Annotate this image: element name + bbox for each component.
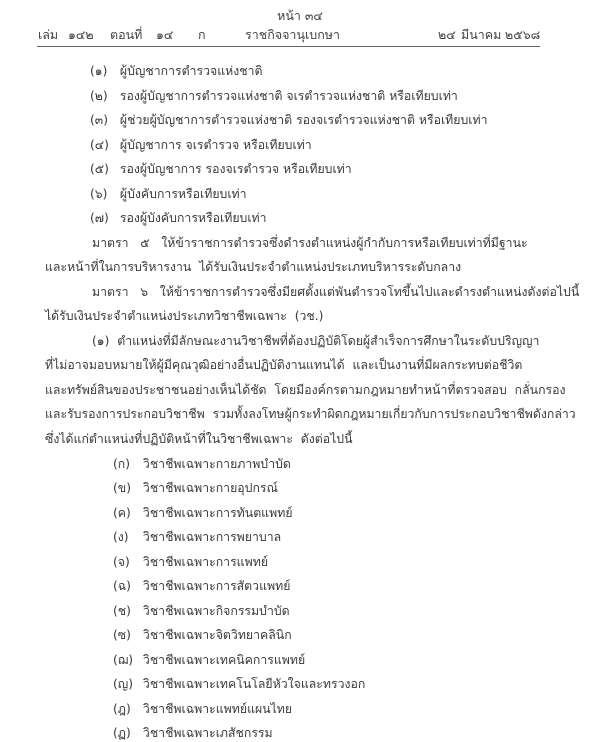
page-number: หน้า ๓๔: [277, 8, 323, 23]
publication-name: ราชกิจจานุเบกษา: [245, 27, 341, 42]
list-marker: (จ): [113, 555, 130, 569]
issue-number: ๑๔: [156, 27, 174, 42]
list-marker: (๕): [90, 162, 109, 176]
issue-label: ตอนที่: [110, 27, 143, 42]
list-item: [90, 185, 247, 203]
list-text: วิชาชีพเฉพาะเทคโนโลยีหัวใจและทรวงอก: [142, 677, 366, 691]
list-marker: (ฎ): [113, 702, 131, 716]
list-text: ผู้บัญชาการตำรวจแห่งชาติ: [119, 64, 263, 78]
list-text: ผู้บังคับการหรือเทียบเท่า: [119, 187, 247, 201]
volume-number: ๑๔๒: [68, 27, 94, 42]
header-divider: [37, 46, 540, 47]
list-marker: (๖): [90, 187, 108, 201]
list-text: วิชาชีพเฉพาะเภสัชกรรม: [142, 726, 273, 740]
list-item: [113, 553, 268, 571]
list-text: รองผู้บังคับการหรือเทียบเท่า: [119, 211, 267, 225]
item-1-line-5: ซึ่งได้แก่ตำแหน่งที่ปฏิบัติหน้าที่ในวิชาชีพเฉพาะ ดังต่อไปนี้: [45, 432, 353, 446]
section-6-line-1: มาตรา ๖ ให้ข้าราชการตำรวจซึ่งมียศตั้งแต่พันตำรวจโทขึ้นไปและดำรงตำแหน่งดังต่อไปนี้: [92, 285, 580, 299]
item-1-line-3: และทรัพย์สินของประชาชนอย่างเห็นได้ชัด โดยมีองค์กรตามกฎหมายทำหน้าที่ตรวจสอบ กลั่นกรอง: [45, 383, 566, 397]
list-item: [113, 626, 292, 644]
list-marker: (ญ): [113, 677, 134, 691]
list-item: [113, 577, 290, 595]
list-item: [90, 136, 312, 154]
section-5-line-1: มาตรา ๕ ให้ข้าราชการตำรวจซึ่งดำรงตำแหน่งผู้กำกับการหรือเทียบเท่าที่มีฐานะ: [92, 236, 528, 250]
list-marker: (๔): [90, 138, 109, 152]
gazette-header: [38, 25, 540, 43]
list-text: วิชาชีพเฉพาะจิตวิทยาคลินิก: [142, 628, 292, 642]
item-1-line-2: ที่ไม่อาจมอบหมายให้ผู้มีคุณวุฒิอย่างอื่นปฏิบัติงานแทนได้ และเป็นงานที่มีผลกระทบต่อชีวิต: [45, 358, 523, 372]
list-marker: (ฏ): [113, 726, 131, 740]
list-marker: (ซ): [113, 628, 131, 642]
section-5-line-2: และหน้าที่ในการบริหารงาน ได้รับเงินประจำตำแหน่งประเภทบริหารระดับกลาง: [45, 260, 462, 274]
list-item: [113, 528, 281, 546]
list-text: วิชาชีพเฉพาะกายภาพบำบัด: [142, 457, 291, 471]
list-marker: (ฌ): [113, 653, 134, 667]
list-marker: (ฉ): [113, 579, 131, 593]
list-item: [113, 479, 278, 497]
date-day: ๒๔: [438, 27, 456, 42]
list-marker: (ช): [113, 604, 131, 618]
list-text: ผู้บัญชาการ จเรตำรวจ หรือเทียบเท่า: [119, 138, 312, 152]
list-marker: (๑): [90, 64, 108, 78]
section-6-line-2: ได้รับเงินประจำตำแหน่งประเภทวิชาชีพเฉพาะ (วช.): [45, 309, 324, 323]
list-item: [90, 209, 267, 227]
list-marker: (ข): [113, 481, 132, 495]
item-1-line-1: (๑) ตำแหน่งที่มีลักษณะงานวิชาชีพที่ต้องปฏิบัติโดยผู้สำเร็จการศึกษาในระดับปริญญา: [92, 334, 540, 348]
list-text: ผู้ช่วยผู้บัญชาการตำรวจแห่งชาติ รองจเรตำรวจแห่งชาติ หรือเทียบเท่า: [119, 113, 488, 127]
list-text: วิชาชีพเฉพาะแพทย์แผนไทย: [142, 702, 293, 716]
list-item: [90, 62, 263, 80]
list-marker: (๗): [90, 211, 109, 225]
list-item: [113, 675, 365, 693]
date-year: ๒๕๖๘: [505, 27, 541, 42]
list-item: [90, 111, 488, 129]
list-text: วิชาชีพเฉพาะการสัตวแพทย์: [142, 579, 291, 593]
list-marker: (ง): [113, 530, 129, 544]
date-month: มีนาคม: [461, 27, 502, 42]
item-1-line-4: และรับรองการประกอบวิชาชีพ รวมทั้งลงโทษผู้กระทำผิดกฎหมายเกี่ยวกับการประกอบวิชาชีพดังกล่าว: [45, 407, 576, 421]
list-marker: (ก): [113, 457, 131, 471]
list-item: [90, 87, 458, 105]
list-text: รองผู้บัญชาการตำรวจแห่งชาติ จเรตำรวจแห่งชาติ หรือเทียบเท่า: [119, 89, 458, 103]
list-item: [113, 724, 273, 742]
list-text: รองผู้บัญชาการ รองจเรตำรวจ หรือเทียบเท่า: [119, 162, 352, 176]
list-item: [113, 504, 293, 522]
list-marker: (๒): [90, 89, 108, 103]
list-item: [113, 455, 291, 473]
list-text: วิชาชีพเฉพาะการแพทย์: [142, 555, 269, 569]
list-text: วิชาชีพเฉพาะกายอุปกรณ์: [142, 481, 278, 495]
volume-label: เล่ม: [38, 27, 59, 42]
section-letter: ก: [198, 27, 206, 42]
list-item: [90, 160, 352, 178]
list-text: วิชาชีพเฉพาะกิจกรรมบำบัด: [142, 604, 290, 618]
list-marker: (๓): [90, 113, 109, 127]
list-text: วิชาชีพเฉพาะการทันตแพทย์: [142, 506, 293, 520]
list-text: วิชาชีพเฉพาะการพยาบาล: [142, 530, 282, 544]
list-item: [113, 700, 292, 718]
list-item: [113, 602, 290, 620]
list-item: [113, 651, 305, 669]
list-text: วิชาชีพเฉพาะเทคนิคการแพทย์: [142, 653, 306, 667]
list-marker: (ค): [113, 506, 131, 520]
